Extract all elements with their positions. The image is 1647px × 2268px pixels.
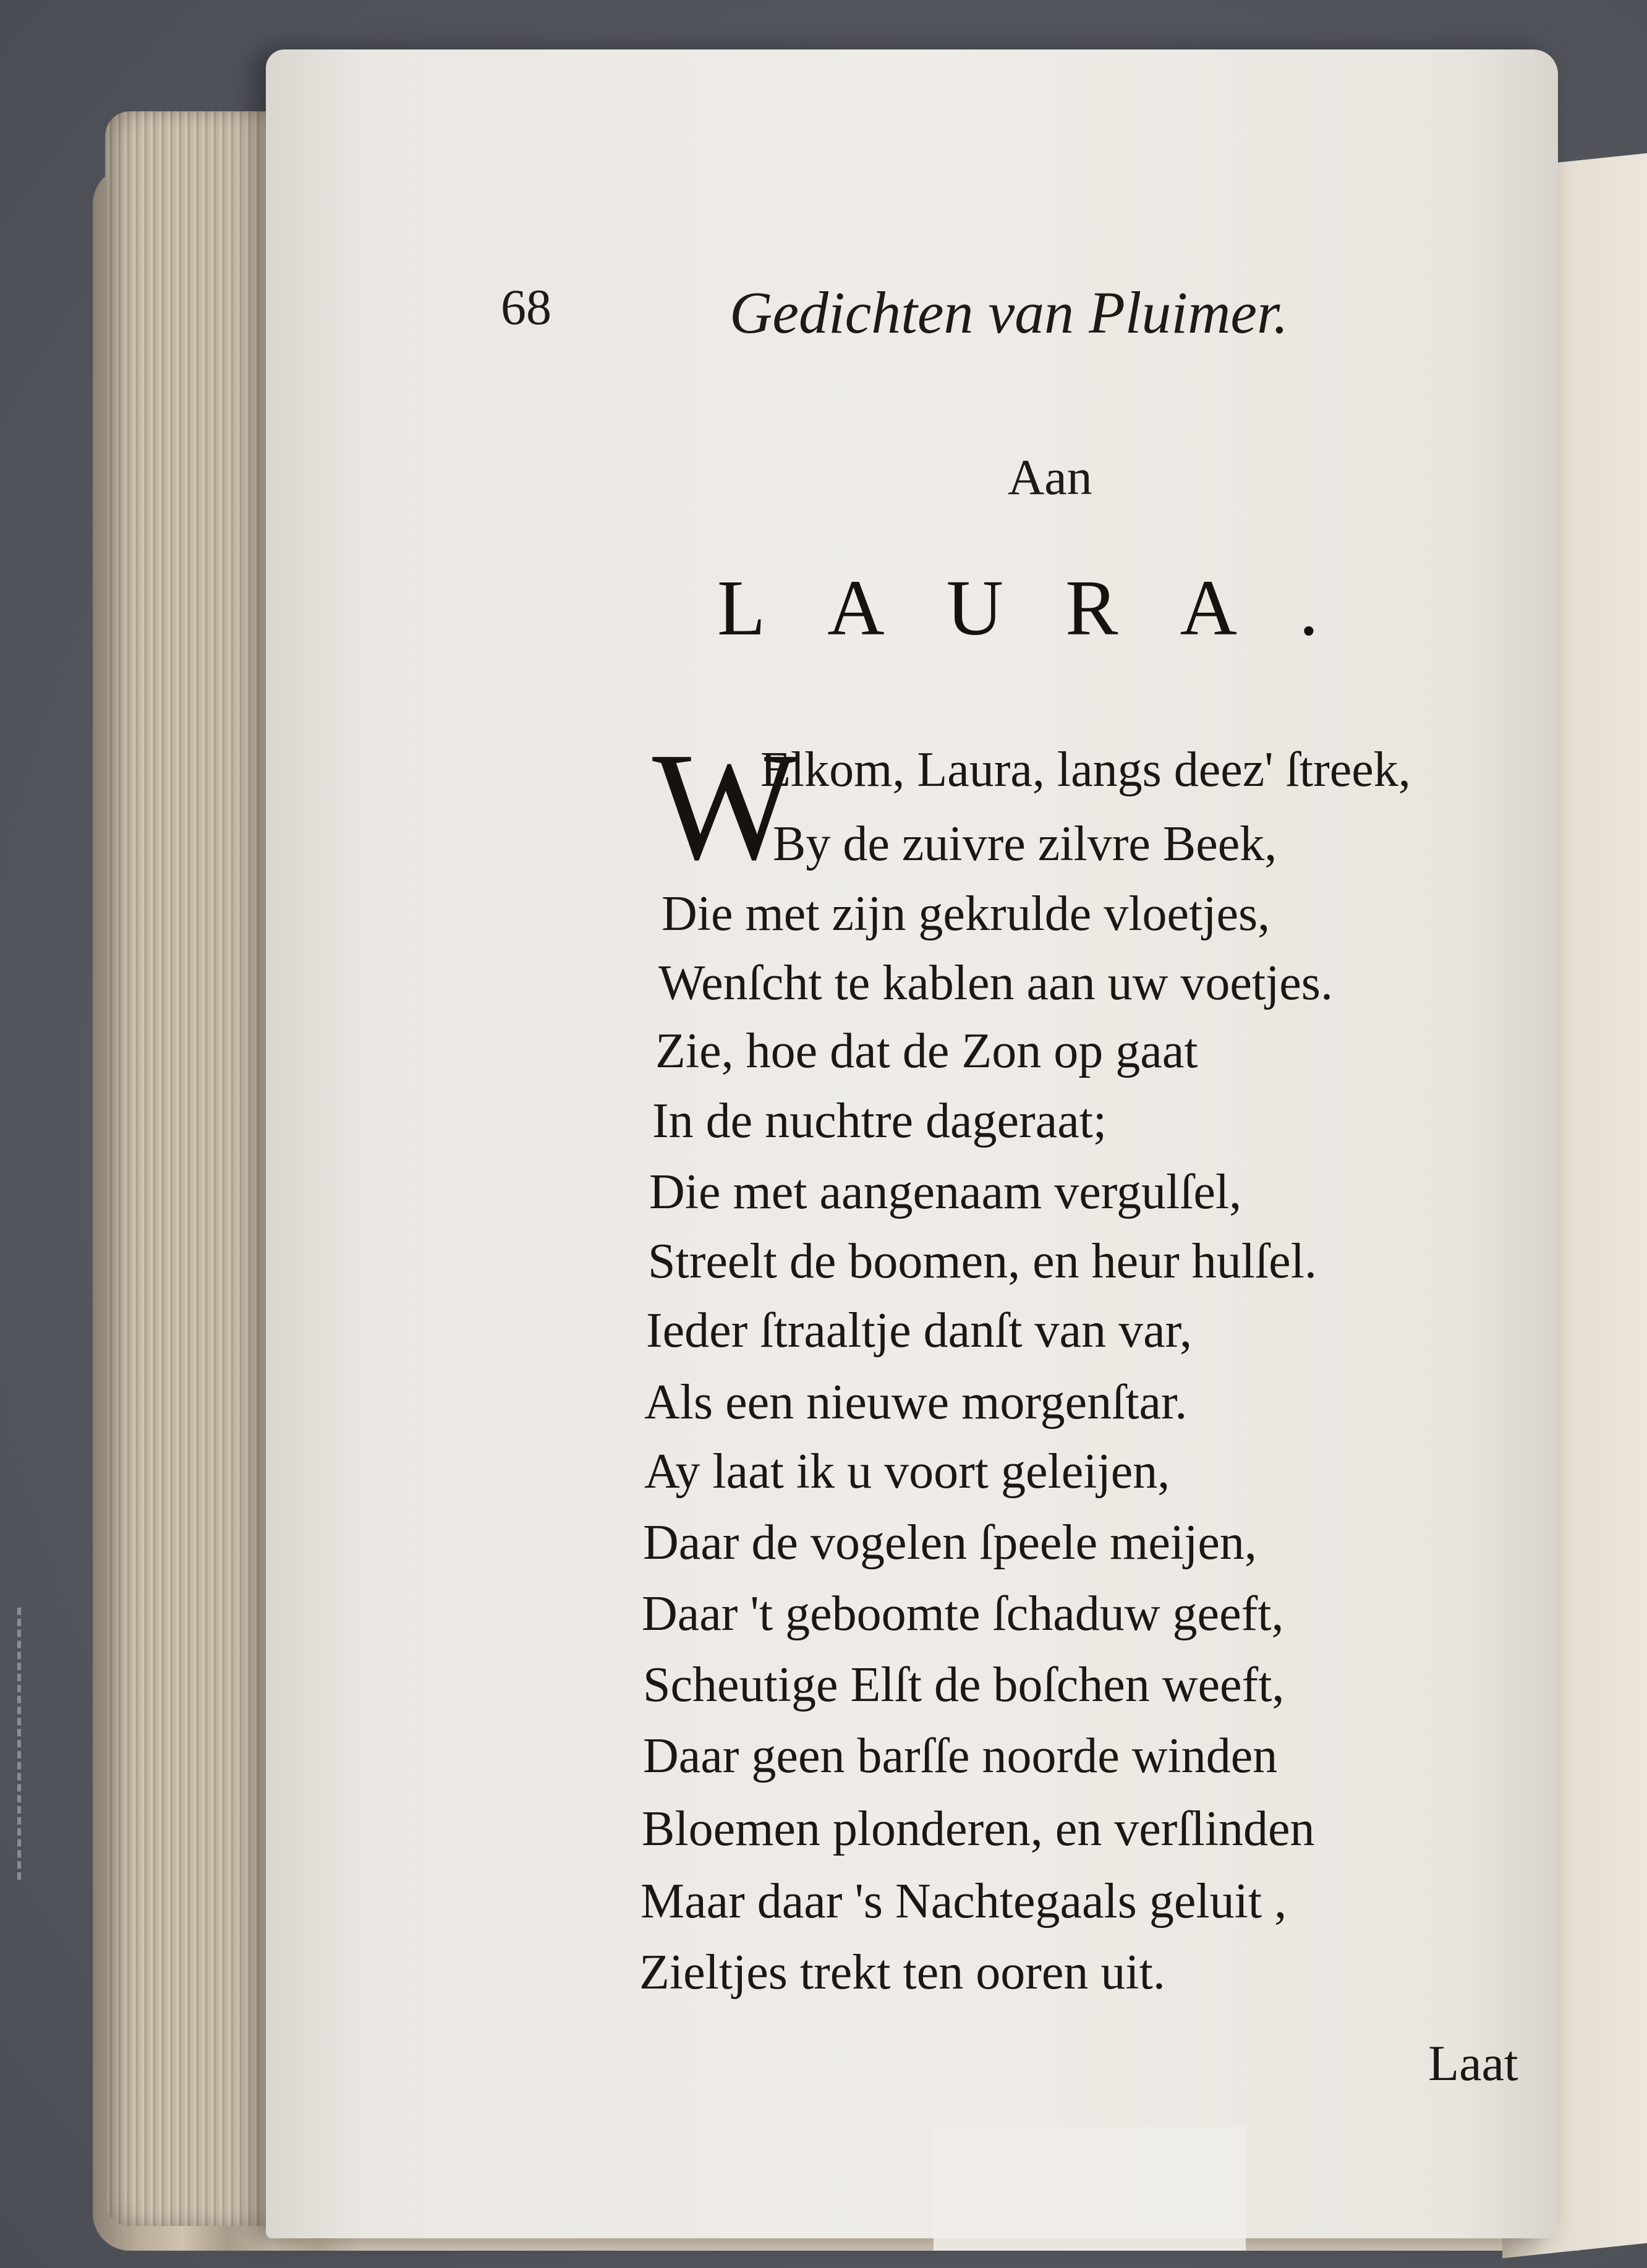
verse-line: Zie, hoe dat de Zon op gaat [655,1024,1198,1078]
drop-cap: W [652,721,798,892]
verse-line: Zieltjes trekt ten ooren uit. [639,1945,1165,2000]
verse-line: Die met aangenaam vergulſel, [649,1165,1242,1219]
verse-line: Die met zijn gekrulde vloetjes, [662,887,1270,941]
verse-line: Wenſcht te kablen aan uw voetjes. [658,956,1333,1010]
poem-title: LAURA. [717,564,1381,652]
verse-line: Daar de vogelen ſpeele meijen, [643,1516,1257,1570]
verse-line: Streelt de boomen, en heur hulſel. [648,1234,1317,1289]
verse-line: Maar daar 's Nachtegaals geluit , [640,1874,1287,1929]
verse-line: Daar 't geboomte ſchaduw geeft, [642,1587,1284,1641]
verse-line: Scheutige Elſt de boſchen weeft, [643,1658,1285,1712]
verse-line: Ieder ſtraaltje danſt van var, [646,1303,1193,1358]
page-number: 68 [501,279,551,335]
verse-line: Ay laat ik u voort geleijen, [644,1444,1170,1499]
verse-line: Bloemen plonderen, en verſlinden [642,1802,1315,1856]
verse-line: In de nuchtre dageraat; [652,1094,1107,1148]
verse-line: Elkom, Laura, langs deez' ſtreek, [760,743,1411,797]
poem-dedication-prefix: Aan [1008,449,1092,505]
running-head [266,278,1558,352]
verse-line: By de zuivre zilvre Beek, [773,817,1277,871]
verse-line: Daar geen barſſe noorde winden [643,1729,1278,1783]
verse-line: Als een nieuwe morgenſtar. [644,1375,1188,1430]
book-page [266,49,1558,2238]
catchword: Laat [1428,2035,1518,2091]
fabric-stitching [17,1608,58,1880]
running-title: Gedichten van Pluimer. [730,279,1288,346]
blank-label-patch [934,2127,1246,2251]
